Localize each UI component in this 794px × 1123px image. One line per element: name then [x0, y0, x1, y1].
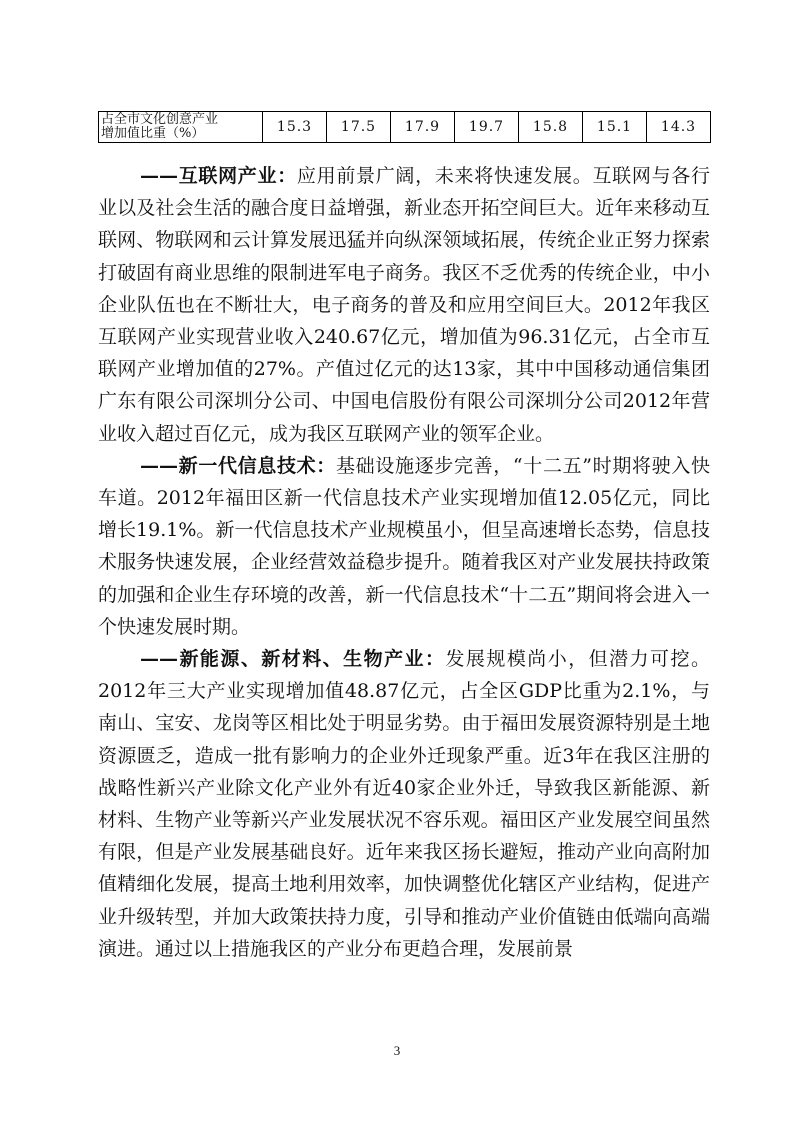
paragraph-heading: ——新能源、新材料、生物产业： — [140, 648, 446, 671]
paragraph-text: 发展规模尚小，但潜力可挖。2012年三大产业实现增加值48.87亿元，占全区GDP比重为2.1%，与南山、宝安、龙岗等区相比处于明显劣势。由于福田发展资源特别是土地资源匮乏，造成一批有影响力的企业外迁现象严重。近3年在我区注册的战略性新兴产业除文化产业外有近40家企业外迁，导致我区新能源、新材料、生物产业等新兴产业发展状况不容乐观。福田区产业发展空间虽然有限，但是产业发展基础良好。近年来我区扬长避短，推动产业向高附加值精细化发展，提高土地利用效率，加快调整优化辖区产业结构，促进产业升级转型，并加大政策扶持力度，引导和推动产业价值链由低端向高端演进。通过以上措施我区的产业分布更趋合理，发展前景 — [98, 648, 710, 960]
paragraph-new-energy — [98, 643, 710, 965]
paragraph-text: 应用前景广阔，未来将快速发展。互联网与各行业以及社会生活的融合度日益增强，新业态开拓空间巨大。近年来移动互联网、物联网和云计算发展迅猛并向纵深领域拓展，传统企业正努力探索打破固有商业思维的限制进军电子商务。我区不乏优秀的传统企业，中小企业队伍也在不断壮大，电子商务的普及和应用空间巨大。2012年我区互联网产业实现营业收入240.67亿元，增加值为96.31亿元，占全市互联网产业增加值的27%。产值过亿元的达13家，其中中国移动通信集团广东有限公司深圳分公司、中国电信股份有限公司深圳分公司2012年营业收入超过百亿元，成为我区互联网产业的领军企业。 — [98, 165, 710, 445]
paragraph-internet — [98, 160, 710, 450]
paragraph-next-gen-it — [98, 450, 710, 643]
data-table — [98, 111, 711, 143]
table-cell: 15.1 — [583, 112, 647, 143]
table-cell: 17.5 — [327, 112, 391, 143]
table-row — [99, 112, 711, 143]
paragraph-text: 基础设施逐步完善，“十二五”时期将驶入快车道。2012年福田区新一代信息技术产业实现增加值12.05亿元，同比增长19.1%。新一代信息技术产业规模虽小，但呈高速增长态势，信息技术服务快速发展，企业经营效益稳步提升。随着我区对产业发展扶持政策的加强和企业生存环境的改善，新一代信息技术“十二五”期间将会进入一个快速发展时期。 — [98, 454, 710, 638]
body-text — [98, 160, 710, 965]
paragraph-heading: ——互联网产业： — [140, 165, 297, 187]
table-cell: 15.8 — [519, 112, 583, 143]
table-cell: 14.3 — [647, 112, 711, 143]
page-number: 3 — [393, 1043, 401, 1058]
table-cell: 19.7 — [455, 112, 519, 143]
table-cell: 15.3 — [263, 112, 327, 143]
paragraph-heading: ——新一代信息技术： — [140, 454, 336, 477]
row-label: 占全市文化创意产业 增加值比重（%） — [99, 112, 263, 143]
table-cell: 17.9 — [391, 112, 455, 143]
